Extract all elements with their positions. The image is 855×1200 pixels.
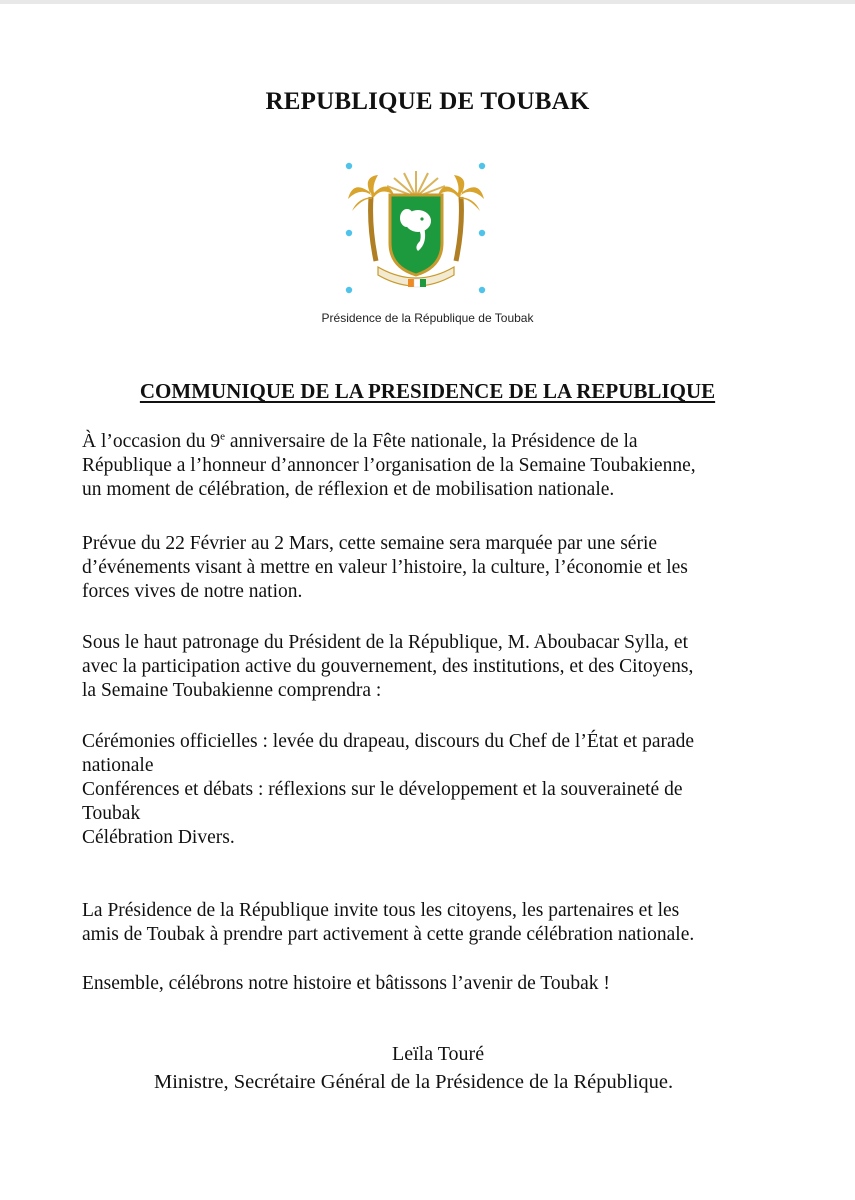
intro-line-1: À l’occasion du 9e anniversaire de la Fête nationale, la Présidence de la (82, 430, 638, 452)
emblem-dot-mid-right (479, 230, 485, 236)
events-list-line: Conférences et débats : réflexions sur le développement et la souveraineté de (82, 779, 683, 800)
invitation-line: amis de Toubak à prendre part activement à cette grande célébration nationale. (82, 924, 695, 945)
patronage-line: avec la participation active du gouvernement, des institutions, et des Citoyens, (82, 656, 694, 677)
right-palm-tree (438, 175, 484, 261)
intro-line-3: un moment de célébration, de réflexion et de mobilisation nationale. (82, 479, 615, 500)
paragraph-invitation (82, 899, 694, 947)
dates-line: d’événements visant à mettre en valeur l’histoire, la culture, l’économie et les (82, 557, 688, 578)
presidency-label: Présidence de la République de Toubak (321, 311, 534, 325)
emblem-dot-bottom-right (479, 287, 485, 293)
paragraph-patronage (82, 631, 693, 703)
emblem-dot-top-left (346, 163, 352, 169)
invitation-line: La Présidence de la République invite tous les citoyens, les partenaires et les (82, 900, 680, 921)
events-list-line: Cérémonies officielles : levée du drapeau, discours du Chef de l’État et parade (82, 731, 695, 752)
paragraph-closing (82, 972, 610, 996)
sun-rays (387, 171, 445, 197)
emblem-dot-mid-left (346, 230, 352, 236)
signatory-name: Leïla Touré (392, 1043, 485, 1065)
flag-stripes (408, 279, 426, 287)
paragraph-intro (82, 430, 696, 502)
left-palm-tree (348, 175, 394, 261)
dates-line: Prévue du 22 Février au 2 Mars, cette semaine sera marquée par une série (82, 533, 658, 554)
patronage-line: la Semaine Toubakienne comprendra : (82, 680, 382, 701)
patronage-line: Sous le haut patronage du Président de la République, M. Aboubacar Sylla, et (82, 632, 688, 653)
paragraph-dates (82, 532, 688, 604)
dates-line: forces vives de notre nation. (82, 581, 303, 602)
events-list-line: nationale (82, 755, 154, 776)
closing-line: Ensemble, célébrons notre histoire et bâtissons l’avenir de Toubak ! (82, 973, 610, 994)
events-list-line: Toubak (82, 803, 141, 824)
emblem-dot-bottom-left (346, 287, 352, 293)
emblem-dot-top-right (479, 163, 485, 169)
events-list (82, 730, 694, 850)
intro-line-2: République a l’honneur d’annoncer l’organisation de la Semaine Toubakienne, (82, 455, 696, 476)
national-emblem (338, 157, 494, 299)
page-title: REPUBLIQUE DE TOUBAK (265, 88, 590, 115)
signatory-title: Ministre, Secrétaire Général de la Présidence de la République. (154, 1071, 674, 1093)
green-shield (390, 195, 442, 275)
events-list-line: Célébration Divers. (82, 827, 235, 848)
top-edge (0, 0, 855, 4)
communique-heading: COMMUNIQUE DE LA PRESIDENCE DE LA REPUBLIQUE (139, 379, 716, 403)
